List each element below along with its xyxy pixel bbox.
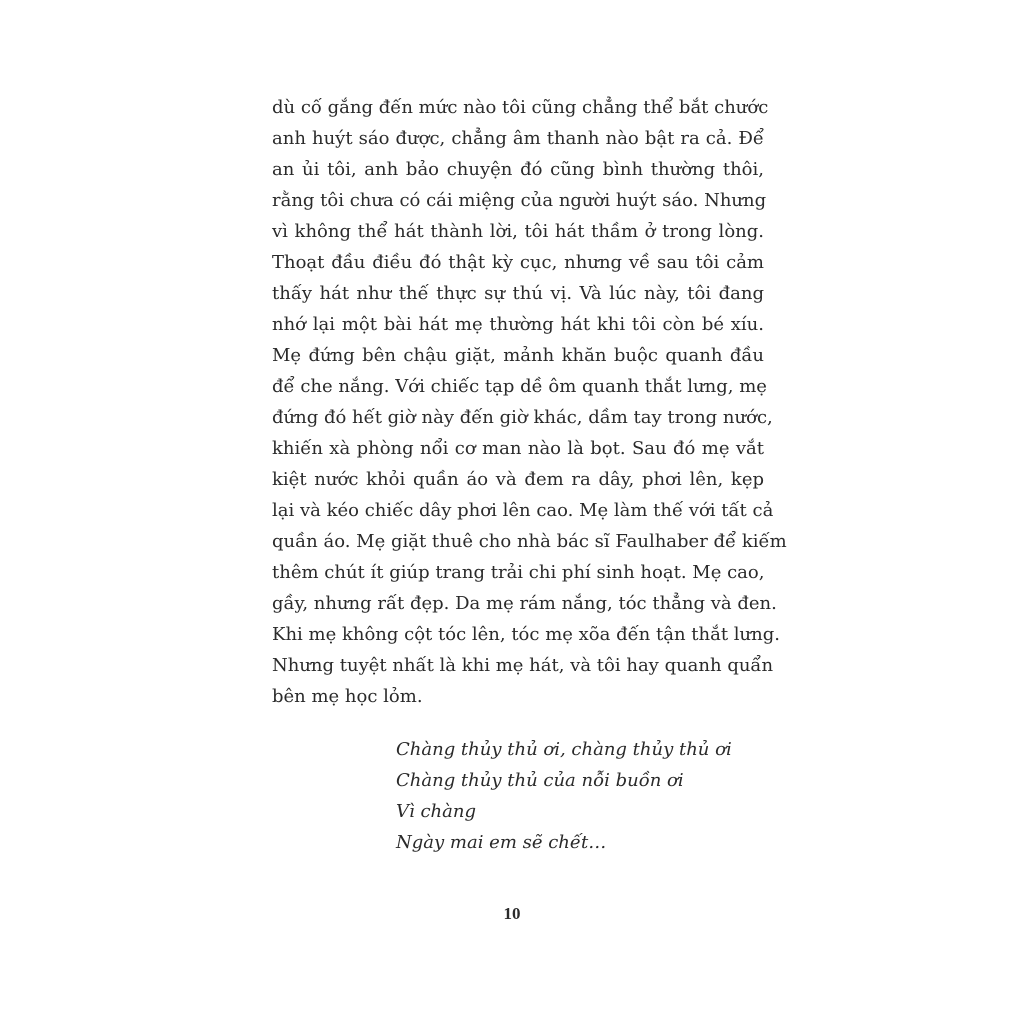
poem-line: Chàng thủy thủ ơi, chàng thủy thủ ơi bbox=[396, 739, 732, 760]
body-line: kiệt nước khỏi quần áo và đem ra dây, phơi lên, kẹp bbox=[272, 469, 764, 490]
body-line: Nhưng tuyệt nhất là khi mẹ hát, và tôi hay quanh quẩn bbox=[272, 655, 774, 676]
body-line: Khi mẹ không cột tóc lên, tóc mẹ xõa đến tận thắt lưng. bbox=[272, 624, 780, 645]
body-line: an ủi tôi, anh bảo chuyện đó cũng bình thường thôi, bbox=[272, 159, 764, 180]
page-number: 10 bbox=[503, 904, 521, 923]
poem-line: Ngày mai em sẽ chết… bbox=[396, 832, 607, 853]
body-line: gầy, nhưng rất đẹp. Da mẹ rám nắng, tóc thẳng và đen. bbox=[272, 593, 777, 614]
body-line: bên mẹ học lỏm. bbox=[272, 686, 423, 707]
poem-verse bbox=[396, 734, 756, 858]
body-line: Mẹ đứng bên chậu giặt, mảnh khăn buộc quanh đầu bbox=[272, 345, 764, 366]
body-line: anh huýt sáo được, chẳng âm thanh nào bật ra cả. Để bbox=[272, 128, 764, 149]
body-line: Thoạt đầu điều đó thật kỳ cục, nhưng về sau tôi cảm bbox=[272, 252, 764, 273]
body-line: rằng tôi chưa có cái miệng của người huýt sáo. Nhưng bbox=[272, 190, 767, 211]
body-line: khiến xà phòng nổi cơ man nào là bọt. Sau đó mẹ vắt bbox=[272, 438, 764, 459]
body-paragraph bbox=[272, 92, 787, 712]
body-line: thêm chút ít giúp trang trải chi phí sinh hoạt. Mẹ cao, bbox=[272, 562, 765, 583]
body-line: vì không thể hát thành lời, tôi hát thầm ở trong lòng. bbox=[272, 221, 764, 242]
body-line: quần áo. Mẹ giặt thuê cho nhà bác sĩ Faulhaber để kiếm bbox=[272, 531, 787, 552]
body-line: nhớ lại một bài hát mẹ thường hát khi tôi còn bé xíu. bbox=[272, 314, 764, 335]
body-line: lại và kéo chiếc dây phơi lên cao. Mẹ làm thế với tất cả bbox=[272, 500, 774, 521]
body-line: thấy hát như thế thực sự thú vị. Và lúc này, tôi đang bbox=[272, 283, 764, 304]
body-line: dù cố gắng đến mức nào tôi cũng chẳng thể bắt chước bbox=[272, 97, 769, 118]
poem-line: Vì chàng bbox=[396, 801, 476, 822]
body-line: để che nắng. Với chiếc tạp dề ôm quanh thắt lưng, mẹ bbox=[272, 376, 767, 397]
poem-line: Chàng thủy thủ của nỗi buồn ơi bbox=[396, 770, 684, 791]
body-line: đứng đó hết giờ này đến giờ khác, dầm tay trong nước, bbox=[272, 407, 773, 428]
